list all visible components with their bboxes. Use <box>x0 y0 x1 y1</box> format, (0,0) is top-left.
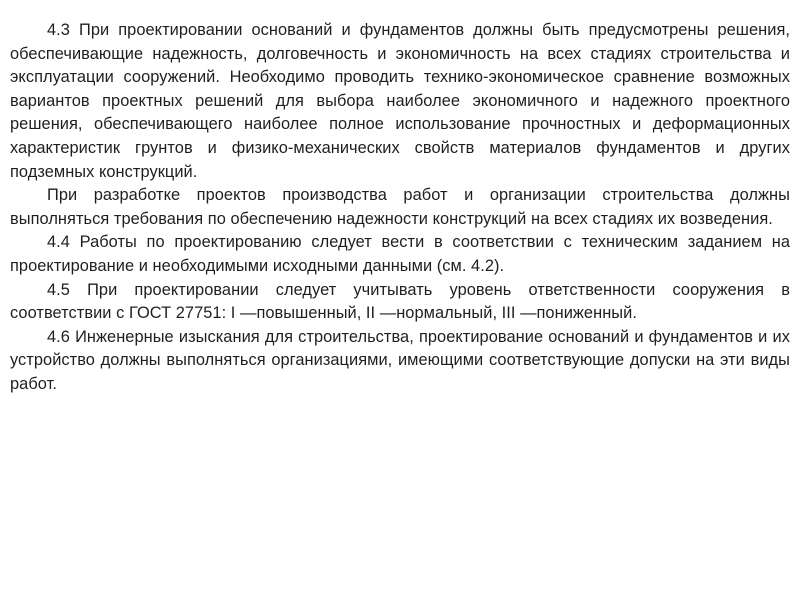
paragraph-4-4: 4.4 Работы по проектированию следует вести в соответствии с техническим заданием на проектирование и необходимыми исходными данными (см. 4.2). <box>10 233 790 275</box>
document-body <box>10 19 790 397</box>
paragraph-construction-works: При разработке проектов производства работ и организации строительства должны выполняться требования по обеспечению надежности конструкций на всех стадиях их возведения. <box>10 186 790 228</box>
paragraph-4-6: 4.6 Инженерные изыскания для строительства, проектирование оснований и фундаментов и их устройство должны выполняться организациями, имеющими соответствующие допуски на эти виды работ. <box>10 327 790 393</box>
paragraph-4-5: 4.5 При проектировании следует учитывать уровень ответственности сооружения в соответствии с ГОСТ 27751: I —повышенный, II —нормальный, III —пониженный. <box>10 280 790 323</box>
paragraph-4-3: 4.3 При проектировании оснований и фундаментов должны быть предусмотрены решения, обеспечивающие надежность, долговечность и экономичность на всех стадиях строительства и эксплуатации сооружений. Необходимо проводить технико-экономическое сравнение возможных вариантов проектных решений для выбора наиболее экономичного и надежного проектного решения, обеспечивающего наиболее полное использование прочностных и деформационных характеристик грунтов и физико-механических свойств материалов фундаментов и других подземных конструкций. <box>10 21 790 181</box>
